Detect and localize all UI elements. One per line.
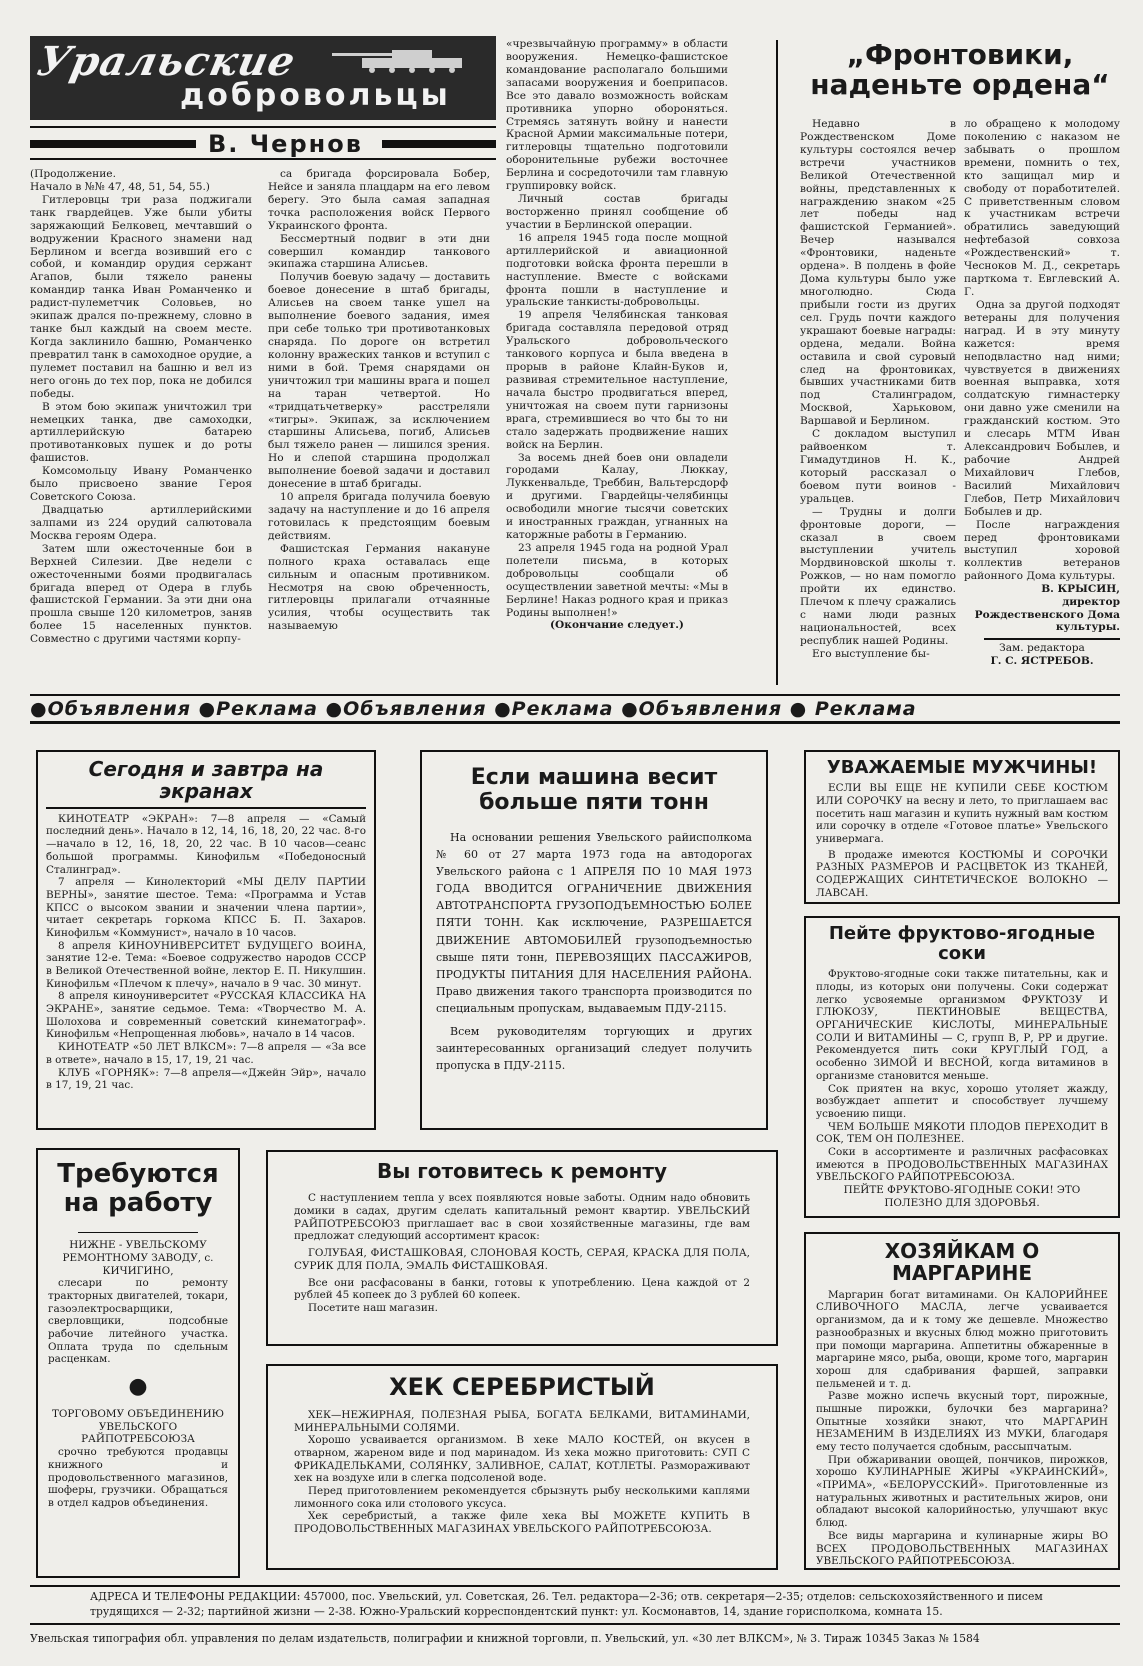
article-author: В. Чернов bbox=[208, 130, 363, 158]
paragraph: Одна за другой подходят ветераны для получения наград. И в эту минуту кажется: время неподвластно над ними; чувствуется в движениях военная выправка, хотя солдатскую гимнастерку они давно уже сменили на гражданский костюм. Это и слесарь МТМ Иван Александрович Бобылев, и рабочие Андрей Михайлович Глебов, Василий Михайлович Глебов, Петр Михайлович Бобылев и др. bbox=[964, 298, 1120, 518]
paragraph: Получив боевую задачу — доставить боевое донесение в штаб бригады, Алисьев на своем танке ушел на выполнение боевого задания, имея при себе только три противотанковых снаряда. По дороге он встретил колонну вражеских танков и вступил с ними в бой. Тремя снарядами он уничтожил три машины врага и пошел на таран четвертой. Но «тридцатьчетверку» расстреляли «тигры». Экипаж, за исключением старшины Алисьева, погиб, Алисьев был тяжело ранен — лишился зрения. Но и слепой старшина продолжал выполнение боевой задачи и доставил донесение в штаб бригады. bbox=[268, 271, 490, 491]
paragraph: После награждения перед фронтовиками выступил хоровой коллектив ветеранов районного Дома культуры. bbox=[964, 518, 1120, 583]
repair-paint-ad bbox=[266, 1150, 778, 1346]
cinema-item: 8 апреля киноуниверситет «РУССКАЯ КЛАССИКА НА ЭКРАНЕ», занятие седьмое. Тема: «Творчество М. А. Шолохова и современный советский кинематограф». Кинофильм «Непрощенная любовь», начало в 14 часов. bbox=[46, 990, 366, 1041]
column-divider bbox=[776, 40, 778, 685]
repair-title: Вы готовитесь к ремонту bbox=[376, 1159, 668, 1183]
paragraph: 23 апреля 1945 года на родной Урал полетели письма, в которых добровольцы сообщали об осуществлении заветной мечты: «Мы в Берлине! Наказ родного края и приказ Родины выполнен!» bbox=[506, 541, 728, 619]
juice-text: Фруктово-ягодные соки также питательны, как и плоды, из которых они получены. Соки содержат легко усвояемые организмом ФРУКТОЗУ И ГЛЮКОЗУ, ПЕКТИНОВЫЕ ВЕЩЕСТВА, ОРГАНИЧЕСКИЕ КИСЛОТЫ, МИНЕРАЛЬНЫЕ СОЛИ И ВИТАМИНЫ — С, групп В, Р, РР и другие. Рекомендуется пить соки КРУГЛЫЙ ГОД, а особенно ЗИМОЙ И ВЕСНОЙ, когда витаминов в организме становится меньше. bbox=[816, 968, 1108, 1082]
jobs-employer: ТОРГОВОМУ ОБЪЕДИНЕНИЮ УВЕЛЬСКОГО РАЙПОТРЕБСОЮЗА bbox=[51, 1408, 225, 1446]
hake-text: Хек серебристый, а также филе хека ВЫ МОЖЕТЕ КУПИТЬ В ПРОДОВОЛЬСТВЕННЫХ МАГАЗИНАХ УВЕЛЬСКОГО РАЙПОТРЕБСОЮЗА. bbox=[294, 1510, 750, 1536]
paragraph: В этом бою экипаж уничтожил три немецких танка, две самоходки, артиллерийскую батарею противотанковых пушек и до роты фашистов. bbox=[30, 400, 252, 465]
to-be-continued: (Окончание следует.) bbox=[550, 619, 684, 632]
repair-text: Посетите наш магазин. bbox=[308, 1301, 438, 1314]
margarine-ad bbox=[804, 1232, 1120, 1570]
main-article-col1 bbox=[30, 168, 252, 690]
veterans-col2 bbox=[964, 118, 1120, 688]
signature-rule bbox=[984, 638, 1120, 640]
paragraph: Его выступление бы- bbox=[812, 647, 930, 660]
juice-ad bbox=[804, 916, 1120, 1218]
hake-text: Перед приготовлением рекомендуется сбрызнуть рыбу несколькими каплями лимонного сока или столового уксуса. bbox=[294, 1485, 750, 1510]
cinema-item: КИНОТЕАТР «ЭКРАН»: 7—8 апреля — «Самый последний день». Начало в 12, 14, 16, 18, 20, 22 час. 8-го—начало в 12, 16, 18, 20, 22 час. В 10 часов—сеанс большой программы. Кинофильм «Победоносный Сталинград». bbox=[46, 812, 366, 876]
men-title: УВАЖАЕМЫЕ МУЖЧИНЫ! bbox=[826, 757, 1098, 778]
author-band-left-bar bbox=[30, 140, 196, 148]
repair-text: Все они расфасованы в банки, готовы к употреблению. Цена каждой от 2 рублей 45 копеек до 3 рублей 60 копеек. bbox=[294, 1276, 750, 1302]
juice-text: ЧЕМ БОЛЬШЕ МЯКОТИ ПЛОДОВ ПЕРЕХОДИТ В СОК, ТЕМ ОН ПОЛЕЗНЕЕ. bbox=[816, 1120, 1108, 1146]
editor-name: Г. С. ЯСТРЕБОВ. bbox=[990, 655, 1094, 668]
main-article-col2 bbox=[268, 168, 490, 690]
juice-text: ПЕЙТЕ ФРУКТОВО-ЯГОДНЫЕ СОКИ! ЭТО ПОЛЕЗНО ДЛЯ ЗДОРОВЬЯ. bbox=[843, 1184, 1081, 1209]
jobs-text: срочно требуются продавцы книжного и продовольственного магазинов, шоферы, грузчики. Обращаться в отдел кадров объединения. bbox=[48, 1446, 228, 1509]
author-band-right-bar bbox=[382, 140, 496, 148]
cinema-item: КЛУБ «ГОРНЯК»: 7—8 апреля—«Джейн Эйр», начало в 17, 19, 21 час. bbox=[46, 1066, 366, 1092]
printing-info: Увельская типография обл. управления по делам издательств, полиграфии и книжной торговли, п. Увельский, ул. «30 лет ВЛКСМ», № 3. Тираж 10345 Заказ № 1584 bbox=[30, 1632, 980, 1645]
repair-text: ГОЛУБАЯ, ФИСТАШКОВАЯ, СЛОНОВАЯ КОСТЬ, СЕРАЯ, КРАСКА ДЛЯ ПОЛА, СУРИК ДЛЯ ПОЛА, ЭМАЛЬ ФИСТАШКОВАЯ. bbox=[294, 1247, 750, 1272]
signature-title: директор Рождественского Дома культуры. bbox=[974, 595, 1120, 634]
jobs-text: слесари по ремонту тракторных двигателей, токари, газоэлектросварщики, сверловщики, подсобные рабочие литейного участка. Оплата труда по сдельным расценкам. bbox=[48, 1277, 228, 1366]
paragraph: Фашистская Германия накануне полного краха оставалась еще сильным и опасным противником. Несмотря на свою обреченность, гитлеровцы прилагали отчаянные усилия, чтобы осуществить так называемую bbox=[268, 542, 490, 633]
signature-name: В. КРЫСИН, bbox=[1041, 583, 1120, 596]
paragraph: С докладом выступил райвоенком т. Гимадутдинов Н. К., который рассказал о боевом пути воинов - уральцев. bbox=[800, 428, 956, 505]
jobs-title: Требуются на работу bbox=[57, 1159, 219, 1219]
bullet-icon: ● bbox=[128, 1374, 148, 1400]
margarine-title: ХОЗЯЙКАМ О МАРГАРИНЕ bbox=[884, 1239, 1040, 1286]
hake-title: ХЕК СЕРЕБРИСТЫЙ bbox=[389, 1373, 655, 1401]
cinema-item: 7 апреля — Кинолекторий «МЫ ДЕЛУ ПАРТИИ ВЕРНЫ», занятие шестое. Тема: «Программа и Устав КПСС о высоком звании и значении члена партии», читает секретарь горкома КПСС Б. П. Захаров. Кинофильм «Коммунист», начало в 10 часов. bbox=[46, 876, 366, 939]
cinema-title: Сегодня и завтра на экранах bbox=[46, 758, 366, 809]
editorial-addresses: АДРЕСА И ТЕЛЕФОНЫ РЕДАКЦИИ: 457000, пос. Увельский, ул. Советская, 26. Тел. редактора—2-36; отв. секретаря—2-35; отделов: сельскохозяйственного и писем трудящихся — 2-32; партийной жизни — 2-38. Южно-Уральский корреспондентский пункт: ул. Космонавтов, 14, здание горисполкома, комната 15. bbox=[30, 1585, 1120, 1625]
truck-title: Если машина весит больше пяти тонн bbox=[470, 765, 718, 815]
hake-text: Хорошо усваивается организмом. В хеке МАЛО КОСТЕЙ, он вкусен в отварном, жареном виде и под маринадом. Из хека можно приготовить: СУП С ФРИКАДЕЛЬКАМИ, СОЛЯНКУ, ЗАЛИВНОЕ, САЛАТ, КОТЛЕТЫ. Размораживают хек на воздухе или в слегка подсоленой воде. bbox=[294, 1434, 750, 1485]
men-text: В продаже имеются КОСТЮМЫ И СОРОЧКИ РАЗНЫХ РАЗМЕРОВ И РАСЦВЕТОК ИЗ ТКАНЕЙ, СОДЕРЖАЩИХ СИНТЕТИЧЕСКОЕ ВОЛОКНО — ЛАВСАН. bbox=[816, 848, 1108, 899]
paragraph: ло обращено к молодому поколению с наказом не забывать о прошлом времени, помнить о тех, кто защищал мир и свободу от поработителей. С приветственным словом к участникам встречи обратились заведующий нефтебазой совхоза «Рождественский» т. Чесноков М. Д., секретарь парткома т. Евглевский А. Г. bbox=[964, 118, 1120, 298]
cinema-ad bbox=[36, 750, 376, 1130]
truck-text: Всем руководителям торгующих и других заинтересованных организаций следует получить пропуска в ПДУ-2115. bbox=[436, 1024, 752, 1072]
hake-fish-ad bbox=[266, 1364, 778, 1570]
jobs-rule bbox=[78, 1232, 198, 1233]
paragraph: — Трудны и долги фронтовые дороги, — сказал в своем выступлении учитель Мордвиновской школы т. Рожков, — но нам помогло пройти их единство. Плечом к плечу сражались с нами люди разных национальностей, всех республик нашей Родины. bbox=[800, 505, 956, 647]
paragraph: 10 апреля бригада получила боевую задачу на наступление и до 16 апреля готовилась к предстоящим боевым действиям. bbox=[268, 491, 490, 542]
repair-text: С наступлением тепла у всех появляются новые заботы. Одним надо обновить домики в садах, другим сделать капитальный ремонт квартир. УВЕЛЬСКИЙ РАЙПОТРЕБСОЮЗ приглашает вас в свои хозяйственные магазины, где вам предложат следующий ассортимент красок: bbox=[294, 1192, 750, 1243]
cinema-item: КИНОТЕАТР «50 ЛЕТ ВЛКСМ»: 7—8 апреля — «За все в ответе», начало в 15, 17, 19, 21 час. bbox=[46, 1041, 366, 1066]
main-article-col3 bbox=[506, 38, 728, 690]
paragraph: Затем шли ожесточенные бои в Верхней Силезии. Две недели с ожесточенными боями продвигалась бригада вперед от Одера в глубь фашистской Германии. За эти дни она прошла свыше 120 километров, заняв более 15 населенных пунктов. Совместно с другими частями корпу- bbox=[30, 542, 252, 646]
jobs-employer: НИЖНЕ - УВЕЛЬСКОМУ РЕМОНТНОМУ ЗАВОДУ, с. КИЧИГИНО, bbox=[62, 1239, 214, 1277]
veterans-col1 bbox=[800, 118, 956, 688]
paragraph: 19 апреля Челябинская танковая бригада составляла передовой отряд Уральского добровольческого танкового корпуса и была введена в прорыв в районе Клайн-Буков и, развивая стремительное наступление, начала быстро продвигаться вперед, уничтожая на своем пути гарнизоны врага, стремившиеся во что бы то ни стало задержать продвижение наших войск на Берлин. bbox=[506, 309, 728, 451]
editor-label: Зам. редактора bbox=[999, 642, 1085, 654]
masthead-block-title: добровольцы bbox=[180, 78, 451, 113]
margarine-text: Разве можно испечь вкусный торт, пирожные, пышные пирожки, булочки без маргарина? Опытные хозяйки знают, что МАРГАРИН НЕЗАМЕНИМ В ИЗДЕЛИЯХ ИЗ МУКИ, благодаря ему тесто получается сдобным, рассыпчатым. bbox=[816, 1390, 1108, 1454]
truck-text: На основании решения Увельского райисполкома № 60 от 27 марта 1973 года на автодорогах Увельского района с 1 АПРЕЛЯ ПО 10 МАЯ 1973 ГОДА ВВОДИТСЯ ОГРАНИЧЕНИЕ ДВИЖЕНИЯ АВТОТРАНСПОРТА ГРУЗОПОДЪЕМНОСТЬЮ БОЛЕЕ ПЯТИ ТОНН. Как исключение, РАЗРЕШАЕТСЯ ДВИЖЕНИЕ АВТОМОБИЛЕЙ грузоподъемностью свыше пяти тонн, ПЕРЕВОЗЯЩИХ ПАССАЖИРОВ, ПРОДУКТЫ ПИТАНИЯ ДЛЯ НАСЕЛЕНИЯ РАЙОНА. Право движения такого транспорта производится по специальным пропускам, выдаваемым ПДУ-2115. bbox=[436, 831, 752, 1015]
paragraph: Гитлеровцы три раза поджигали танк гвардейцев. Уже были убиты заряжающий Белковец, мечтавший о водружении Красного знамени над Берлином и всегда возивший его с собой, и командир орудия сержант Агапов, были тяжело ранены командир танка Иван Романченко и радист-пулеметчик Соловьев, но экипаж дрался по-прежнему, словно в танке был каждый на своем месте. Когда заклинило башню, Романченко превратил танк в самоходное орудие, а пулемет поставил на башню и вел из него огонь до тех пор, пока не добился победы. bbox=[30, 193, 252, 400]
men-text: ЕСЛИ ВЫ ЕЩЕ НЕ КУПИЛИ СЕБЕ КОСТЮМ ИЛИ СОРОЧКУ на весну и лето, то приглашаем вас посетить наш магазин и купить нужный вам костюм или сорочку в отделе «Готовое платье» Увельского универмага. bbox=[816, 782, 1108, 845]
tank-illustration-icon bbox=[332, 44, 482, 74]
masthead-script-title: Уральские bbox=[33, 38, 300, 85]
paragraph: Бессмертный подвиг в эти дни совершил командир танкового экипажа старшина Алисьев. bbox=[268, 232, 490, 271]
margarine-text: Маргарин богат витаминами. Он КАЛОРИЙНЕЕ СЛИВОЧНОГО МАСЛА, легче усваивается организмом, да и к тому же дешевле. Множество разнообразных и вкусных блюд можно приготовить при помощи маргарина. Аппетитны обжаренные в маргарине мясо, рыба, овощи, кроме того, маргарин хорош для сдабривания фаршей, заправки пельменей и т. д. bbox=[816, 1288, 1108, 1390]
masthead-banner bbox=[30, 36, 496, 120]
paragraph: 16 апреля 1945 года после мощной артиллерийской и авиационной подготовки войска фронта перешли в наступление. Вместе с войсками фронта пошли в наступление и уральские танкисты-добровольцы. bbox=[506, 231, 728, 309]
paragraph: Двадцатью артиллерийскими залпами из 224 орудий салютовала Москва героям Одера. bbox=[30, 503, 252, 542]
veterans-headline: „Фронтовики, наденьте ордена“ bbox=[810, 38, 1110, 102]
paragraph: са бригада форсировала Бобер, Нейсе и заняла плацдарм на его левом берегу. Это была самая западная точка расположения войск Первого Украинского фронта. bbox=[268, 168, 490, 232]
paragraph: За восемь дней боев они овладели городами Калау, Люккау, Луккенвальде, Треббин, Вальтерсдорф и другими. Гвардейцы-челябинцы освободили многие тысячи советских и иностранных граждан, угнанных на каторжные работы в Германию. bbox=[506, 451, 728, 542]
juice-title: Пейте фруктово-ягодные соки bbox=[828, 923, 1096, 965]
truck-restriction-ad bbox=[420, 750, 768, 1130]
cinema-item: 8 апреля КИНОУНИВЕРСИТЕТ БУДУЩЕГО ВОИНА, занятие 12-е. Тема: «Боевое содружество народов СССР в Великой Отечественной войне, лектор Е. П. Никулшин. Кинофильм «Плечом к плечу», начало в 9 час. 30 минут. bbox=[46, 939, 366, 990]
jobs-ad bbox=[36, 1148, 240, 1578]
paragraph: Комсомольцу Ивану Романченко было присвоено звание Героя Советского Союза. bbox=[30, 465, 252, 504]
paragraph: Недавно в Рождественском Доме культуры состоялся вечер встречи участников Великой Отечественной войны, представленных к награждению знаком «25 лет победы над фашистской Германией». Вечер назывался «Фронтовики, наденьте ордена». В полдень в фойе Дома культуры было уже многолюдно. Сюда прибыли гости из других сел. Грудь почти каждого украшают боевые награды: ордена, медали. Война оставила и свой суровый след на фронтовиках, бывших участниками битв под Сталинградом, Москвой, Харьковом, Варшавой и Берлином. bbox=[800, 118, 956, 428]
mens-clothing-ad bbox=[804, 750, 1120, 904]
hake-text: ХЕК—НЕЖИРНАЯ, ПОЛЕЗНАЯ РЫБА, БОГАТА БЕЛКАМИ, ВИТАМИНАМИ, МИНЕРАЛЬНЫМИ СОЛЯМИ. bbox=[294, 1408, 750, 1434]
paragraph: «чрезвычайную программу» в области вооружения. Немецко-фашистское командование располагало большими запасами вооружения и боеприпасов. Все это давало возможность войскам противника упорно обороняться. Стремясь затянуть войну и нанести Красной Армии максимальные потери, гитлеровцы тщательно подготовили оборонительные рубежи восточнее Берлина и сосредоточили там главную группировку войск. bbox=[506, 38, 728, 193]
paragraph: Личный состав бригады восторженно принял сообщение об участии в Берлинской операции. bbox=[506, 193, 728, 231]
author-band bbox=[30, 126, 496, 160]
juice-text: Соки в ассортименте и различных расфасовках имеются в ПРОДОВОЛЬСТВЕННЫХ МАГАЗИНАХ УВЕЛЬСКОГО РАЙПОТРЕБСОЮЗА. bbox=[816, 1145, 1108, 1184]
margarine-text: При обжаривании овощей, пончиков, пирожков, хорошо КУЛИНАРНЫЕ ЖИРЫ «УКРАИНСКИЙ», «ПРИМА», «БЕЛОРУССКИЙ». Приготовленные из натуральных животных и растительных жиров, они обладают высокой калорийностью, улучшают вкус блюд. bbox=[816, 1453, 1108, 1530]
ads-section-band: ●Объявления ●Реклама ●Объявления ●Реклама ●Объявления ● Реклама bbox=[30, 694, 1120, 724]
margarine-text: Все виды маргарина и кулинарные жиры ВО ВСЕХ ПРОДОВОЛЬСТВЕННЫХ МАГАЗИНАХ УВЕЛЬСКОГО РАЙПОТРЕБСОЮЗА. bbox=[816, 1529, 1108, 1568]
continuation-note: (Продолжение. Начало в №№ 47, 48, 51, 54, 55.) bbox=[30, 168, 210, 193]
juice-text: Сок приятен на вкус, хорошо утоляет жажду, возбуждает аппетит и способствует лучшему усвоению пищи. bbox=[816, 1082, 1108, 1120]
